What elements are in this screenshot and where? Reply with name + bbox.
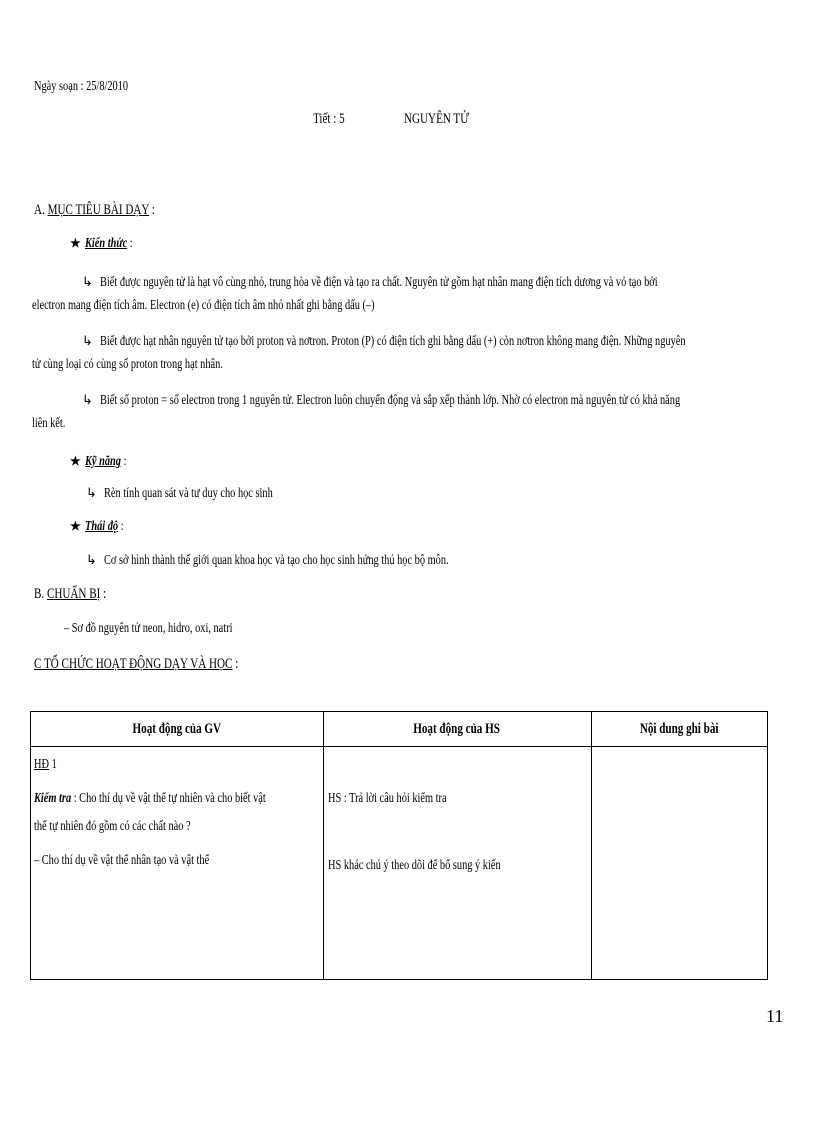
header-divider [31,746,767,747]
check-question: Kiểm tra : Cho thí dụ về vật thể tự nhiên và cho biết vật [34,791,266,806]
check-question-cont: thể tự nhiên đó gồm có các chất nào ? [34,819,191,834]
knowledge-item-2: ↳ Biết được hạt nhân nguyên tử tạo bởi proton và nơtron. Proton (P) có điện tích ghi bằng dấu (+) còn nơtron không mang điện. Những nguyên tử cùng loại có cùng số proton trong hạt nhân. [32,329,784,377]
column-divider [323,712,324,979]
header-lesson-notes: Nội dung ghi bài [639,721,719,737]
hooked-arrow-icon: ↳ [82,392,93,407]
activity-table [30,711,768,980]
header-teacher-activity: Hoạt động của GV [132,721,222,737]
hooked-arrow-icon: ↳ [82,274,93,289]
preparation-date: Ngày soạn : 25/8/2010 [34,79,129,94]
student-answer: HS : Trả lời câu hỏi kiểm tra [328,791,447,806]
skills-item: ↳ Rèn tính quan sát và tư duy cho học sinh [86,485,273,501]
skills-heading: ★ Kỹ năng : [70,454,127,469]
student-followup: HS khác chú ý theo dõi để bổ sung ý kiến [328,858,501,873]
attitude-heading: ★ Thái độ : [70,519,124,534]
hooked-arrow-icon: ↳ [82,333,93,348]
example-request: – Cho thí dụ về vật thể nhân tạo và vật thể [34,853,210,868]
column-divider [591,712,592,979]
lesson-title: NGUYÊN TỬ [404,111,469,127]
header-student-activity: Hoạt động của HS [413,721,501,737]
section-a-heading: A. MỤC TIÊU BÀI DẠY : [34,202,155,218]
star-bullet-icon: ★ [70,236,81,250]
activity-number: HĐ 1 [34,757,57,772]
lesson-number: Tiết : 5 [313,111,345,127]
section-b-item: – Sơ đồ nguyên tử neon, hidro, oxi, natri [64,621,233,636]
section-a-title: MỤC TIÊU BÀI DẠY [47,202,150,218]
knowledge-heading: ★ Kiến thức : [70,236,133,251]
page-number: 11 [766,1006,784,1026]
knowledge-item-3: ↳ Biết số proton = số electron trong 1 nguyên tử. Electron luôn chuyển động và sắp xếp thành lớp. Nhờ có electron mà nguyên tử có khả năng liên kết. [32,388,784,436]
hooked-arrow-icon: ↳ [86,485,97,500]
section-c-heading: C TỔ CHỨC HOẠT ĐỘNG DẠY VÀ HỌC : [34,656,239,672]
attitude-item: ↳ Cơ sở hình thành thế giới quan khoa học và tạo cho học sinh hứng thú học bộ môn. [86,552,449,568]
hooked-arrow-icon: ↳ [86,552,97,567]
knowledge-item-1: ↳ Biết được nguyên tử là hạt vô cùng nhỏ, trung hòa về điện và tạo ra chất. Nguyên tử gồm hạt nhân mang điện tích dương và vỏ tạo bởi electron mang điện tích âm. Electron (e) có điện tích âm nhỏ nhất ghi bằng dấu (–) [32,270,784,318]
star-bullet-icon: ★ [70,519,81,533]
section-b-heading: B. CHUẨN BỊ : [34,586,107,602]
section-c-title: C TỔ CHỨC HOẠT ĐỘNG DẠY VÀ HỌC [34,656,233,672]
star-bullet-icon: ★ [70,454,81,468]
section-b-title: CHUẨN BỊ [46,586,101,602]
